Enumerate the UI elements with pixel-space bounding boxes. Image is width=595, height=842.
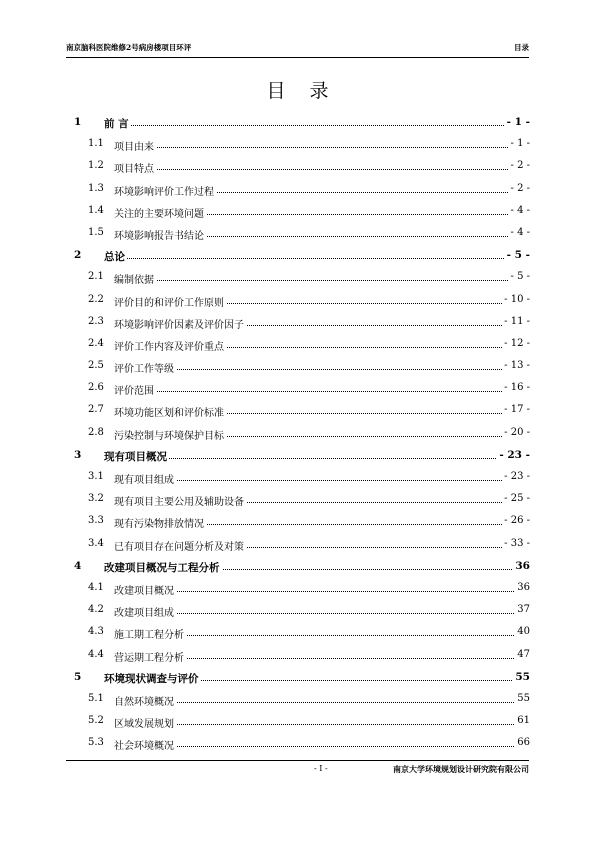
toc-entry-page: - 20 -	[504, 426, 530, 438]
toc-dot-leader	[114, 280, 530, 281]
toc-entry-page: - 5 -	[510, 271, 530, 283]
toc-entry-number: 4.4	[88, 648, 104, 660]
toc-entry-number: 2.5	[88, 360, 104, 372]
toc-entry-number: 4.2	[88, 604, 104, 616]
toc-entry-page: - 13 -	[504, 360, 530, 372]
toc-section-entry[interactable]	[74, 423, 530, 445]
toc-entry-title: 评价工作内容及评价重点	[114, 338, 226, 353]
toc-section-entry[interactable]	[74, 511, 530, 533]
toc-entry-page: - 16 -	[504, 382, 530, 394]
toc-section-entry[interactable]	[74, 400, 530, 422]
toc-entry-title: 社会环境概况	[114, 737, 176, 752]
toc-dot-leader	[114, 369, 530, 370]
toc-section-entry[interactable]	[74, 334, 530, 356]
toc-entry-number: 1.2	[88, 160, 104, 172]
toc-entry-title: 现有项目主要公用及辅助设备	[114, 493, 246, 508]
toc-entry-number: 1.3	[88, 182, 104, 194]
toc-section-entry[interactable]	[74, 134, 530, 156]
page-title: 目录	[266, 80, 353, 102]
toc-entry-page: 66	[517, 737, 530, 749]
toc-section-entry[interactable]	[74, 689, 530, 711]
toc-section-entry[interactable]	[74, 622, 530, 644]
toc-entry-number: 2.7	[88, 404, 104, 416]
toc-entry-page: 47	[517, 648, 530, 660]
toc-entry-title: 改建项目概况	[114, 582, 176, 597]
toc-section-entry[interactable]	[74, 645, 530, 667]
toc-entry-page: - 1 -	[510, 138, 530, 150]
toc-entry-number: 1	[74, 116, 82, 128]
page-footer	[66, 764, 529, 776]
toc-entry-page: - 4 -	[510, 204, 530, 216]
toc-chapter-entry[interactable]	[74, 667, 530, 689]
header-document-title: 南京脑科医院维修2号病房楼项目环评	[66, 43, 192, 52]
toc-entry-title: 评价工作等级	[114, 360, 176, 375]
toc-entry-page: - 1 -	[506, 116, 530, 128]
toc-section-entry[interactable]	[74, 534, 530, 556]
toc-section-entry[interactable]	[74, 578, 530, 600]
toc-chapter-entry[interactable]	[74, 445, 530, 467]
toc-chapter-entry[interactable]	[74, 556, 530, 578]
toc-entry-page: - 10 -	[504, 293, 530, 305]
toc-entry-title: 现有项目组成	[114, 471, 176, 486]
toc-entry-page: 36	[517, 581, 530, 593]
toc-entry-title: 环境影响评价工作过程	[114, 183, 216, 198]
toc-entry-title: 环境影响报告书结论	[114, 227, 206, 242]
toc-entry-page: - 2 -	[510, 182, 530, 194]
header-divider	[66, 57, 529, 58]
table-of-contents	[74, 112, 530, 755]
toc-entry-title: 关注的主要环境问题	[114, 205, 206, 220]
header-section-label: 目录	[514, 43, 529, 52]
toc-section-entry[interactable]	[74, 201, 530, 223]
toc-entry-page: - 11 -	[504, 315, 530, 327]
toc-dot-leader	[104, 125, 530, 126]
toc-entry-title: 现有项目概况	[104, 450, 167, 463]
toc-entry-page: - 5 -	[506, 249, 530, 262]
toc-entry-number: 3	[74, 448, 82, 461]
toc-entry-number: 4.1	[88, 581, 104, 593]
toc-section-entry[interactable]	[74, 156, 530, 178]
toc-entry-title: 改建项目概况与工程分析	[104, 561, 220, 574]
toc-entry-title: 改建项目组成	[114, 604, 176, 619]
toc-entry-number: 1.4	[88, 204, 104, 216]
toc-entry-title: 总论	[104, 251, 125, 264]
toc-entry-title: 编制依据	[114, 271, 156, 286]
toc-entry-title: 评价目的和评价工作原则	[114, 294, 226, 309]
toc-dot-leader	[104, 258, 530, 259]
toc-entry-title: 已有项目存在问题分析及对策	[114, 538, 246, 553]
footer-divider	[66, 760, 529, 761]
toc-section-entry[interactable]	[74, 312, 530, 334]
toc-entry-number: 2.3	[88, 315, 104, 327]
toc-entry-title: 前 言	[104, 118, 129, 130]
toc-entry-title: 污染控制与环境保护目标	[114, 427, 226, 442]
toc-entry-number: 3.1	[88, 471, 104, 482]
toc-dot-leader	[114, 724, 530, 725]
toc-entry-number: 1.5	[88, 226, 104, 238]
toc-entry-number: 2	[74, 249, 82, 262]
toc-entry-page: - 23 -	[504, 471, 530, 482]
page-header	[66, 40, 529, 54]
toc-dot-leader	[114, 591, 530, 592]
toc-entry-title: 现有污染物排放情况	[114, 515, 206, 530]
toc-dot-leader	[114, 746, 530, 747]
toc-dot-leader	[114, 702, 530, 703]
toc-entry-number: 4	[74, 559, 82, 572]
toc-entry-page: 36	[515, 559, 530, 572]
toc-entry-title: 营运期工程分析	[114, 649, 186, 664]
toc-section-entry[interactable]	[74, 600, 530, 622]
toc-dot-leader	[114, 480, 530, 481]
toc-entry-page: - 4 -	[510, 226, 530, 238]
toc-dot-leader	[114, 613, 530, 614]
toc-entry-page: 40	[517, 626, 530, 638]
toc-entry-number: 3.2	[88, 493, 104, 505]
toc-entry-page: - 12 -	[504, 337, 530, 349]
toc-entry-title: 环境功能区划和评价标准	[114, 404, 226, 419]
toc-dot-leader	[114, 391, 530, 392]
toc-section-entry[interactable]	[74, 733, 530, 755]
toc-chapter-entry[interactable]	[74, 245, 530, 267]
toc-section-entry[interactable]	[74, 179, 530, 201]
toc-section-entry[interactable]	[74, 711, 530, 733]
toc-entry-number: 2.8	[88, 426, 104, 438]
toc-entry-number: 4.3	[88, 626, 104, 638]
toc-section-entry[interactable]	[74, 356, 530, 378]
toc-entry-page: 61	[517, 715, 530, 727]
toc-entry-number: 3.4	[88, 537, 104, 549]
toc-entry-number: 5.2	[88, 715, 104, 727]
toc-dot-leader	[114, 169, 530, 170]
toc-section-entry[interactable]	[74, 378, 530, 400]
toc-entry-number: 5.3	[88, 737, 104, 749]
toc-section-entry[interactable]	[74, 290, 530, 312]
toc-section-entry[interactable]	[74, 467, 530, 489]
toc-entry-page: - 2 -	[510, 160, 530, 172]
toc-entry-page: 55	[515, 670, 530, 683]
toc-entry-title: 项目特点	[114, 160, 156, 175]
toc-entry-title: 环境现状调查与评价	[104, 672, 199, 685]
toc-entry-title: 区域发展规划	[114, 715, 176, 730]
toc-section-entry[interactable]	[74, 489, 530, 511]
footer-page-number: - I -	[314, 764, 328, 773]
toc-entry-title: 施工期工程分析	[114, 626, 186, 641]
footer-organization: 南京大学环境规划设计研究院有限公司	[393, 764, 529, 774]
toc-entry-number: 2.2	[88, 293, 104, 305]
toc-entry-page: - 26 -	[504, 515, 530, 527]
toc-entry-number: 5.1	[88, 692, 104, 704]
toc-entry-number: 1.1	[88, 138, 104, 150]
toc-entry-page: - 33 -	[504, 537, 530, 549]
toc-entry-number: 5	[74, 670, 82, 683]
toc-entry-title: 评价范围	[114, 382, 156, 397]
toc-chapter-entry[interactable]	[74, 112, 530, 134]
toc-entry-title: 自然环境概况	[114, 693, 176, 708]
toc-entry-page: - 17 -	[504, 404, 530, 416]
toc-entry-title: 项目由来	[114, 138, 156, 153]
toc-entry-page: 55	[517, 692, 530, 704]
toc-entry-number: 2.1	[88, 271, 104, 283]
toc-entry-title: 环境影响评价因素及评价因子	[114, 316, 246, 331]
toc-entry-number: 3.3	[88, 515, 104, 527]
toc-entry-number: 2.4	[88, 337, 104, 349]
toc-entry-page: - 23 -	[499, 448, 530, 461]
toc-entry-number: 2.6	[88, 382, 104, 394]
toc-section-entry[interactable]	[74, 223, 530, 245]
toc-dot-leader	[114, 147, 530, 148]
toc-entry-page: - 25 -	[504, 493, 530, 505]
toc-entry-page: 37	[517, 604, 530, 616]
toc-section-entry[interactable]	[74, 267, 530, 289]
